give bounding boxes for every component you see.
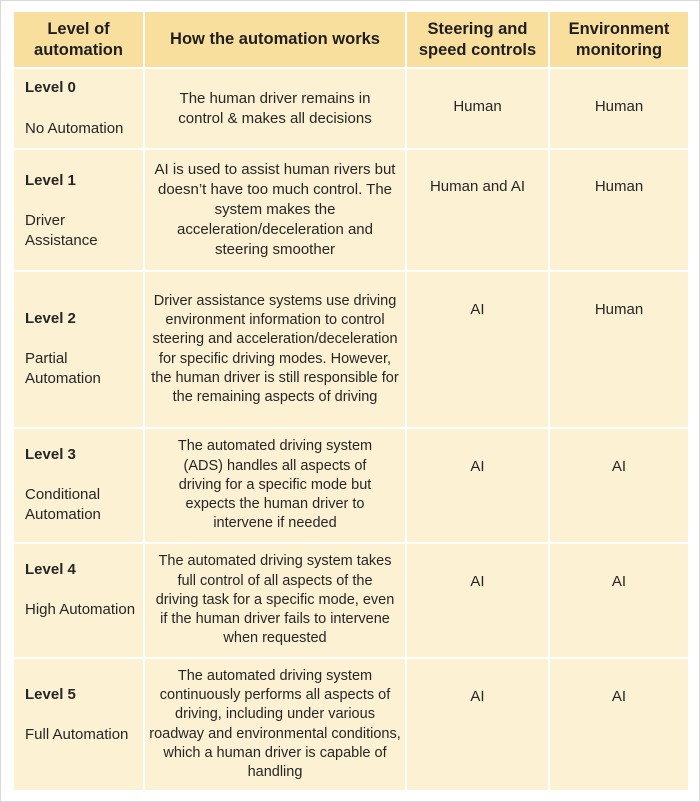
steering-value: AI <box>470 458 485 475</box>
level-number: Level 0 <box>25 79 76 96</box>
monitoring-cell <box>550 544 688 659</box>
monitoring-cell <box>550 659 688 790</box>
steering-cell <box>407 429 550 544</box>
level-cell <box>14 429 145 544</box>
monitoring-value: Human <box>594 178 644 195</box>
monitoring-cell <box>550 150 688 272</box>
header-how-it-works: How the automation works <box>145 12 407 69</box>
monitoring-value: AI <box>611 573 627 590</box>
steering-value: AI <box>470 301 485 318</box>
level-cell <box>14 272 145 429</box>
steering-cell <box>407 69 550 150</box>
steering-cell <box>407 659 550 790</box>
level-name: Driver Assistance <box>25 212 98 249</box>
level-number: Level 1 <box>25 172 76 189</box>
description-cell: AI is used to assist human rivers but doesn’t have too much control. The system makes the acceleration/deceleration and steering smoother <box>145 150 407 272</box>
level-name: Conditional Automation <box>25 486 101 523</box>
monitoring-value: Human <box>594 301 644 318</box>
automation-levels-table <box>14 12 688 790</box>
description-cell: The automated driving system takes full control of all aspects of the driving task for a specific mode, even if the human driver fails to intervene when requested <box>145 544 407 659</box>
description-cell: The automated driving system (ADS) handles all aspects of driving for a specific mode but expects the human driver to intervene if needed <box>145 429 407 544</box>
monitoring-value: AI <box>611 458 627 475</box>
level-number: Level 5 <box>25 686 76 703</box>
level-name: High Automation <box>25 601 136 618</box>
monitoring-cell <box>550 429 688 544</box>
header-level: Level of automation <box>14 12 145 69</box>
table-header <box>14 12 688 69</box>
steering-cell <box>407 544 550 659</box>
table-row <box>14 150 688 272</box>
steering-value: Human and AI <box>429 178 526 195</box>
table-row <box>14 272 688 429</box>
table-row <box>14 659 688 790</box>
level-cell <box>14 150 145 272</box>
steering-cell <box>407 150 550 272</box>
header-row <box>14 12 688 69</box>
level-number: Level 3 <box>25 446 76 463</box>
level-cell <box>14 659 145 790</box>
level-number: Level 2 <box>25 310 76 327</box>
level-cell <box>14 69 145 150</box>
header-steering-speed: Steering and speed controls <box>407 12 550 69</box>
steering-value: Human <box>453 98 502 115</box>
steering-cell <box>407 272 550 429</box>
steering-value: AI <box>470 573 485 590</box>
level-name: Partial Automation <box>25 350 101 387</box>
description-cell: The human driver remains in control & makes all decisions <box>145 69 407 150</box>
level-name: No Automation <box>25 120 124 137</box>
table-row <box>14 429 688 544</box>
level-name: Full Automation <box>25 726 129 743</box>
table-row <box>14 544 688 659</box>
monitoring-value: Human <box>594 98 644 115</box>
table-row <box>14 69 688 150</box>
level-cell <box>14 544 145 659</box>
header-environment-monitoring: Environment monitoring <box>550 12 688 69</box>
monitoring-cell <box>550 69 688 150</box>
description-cell: The automated driving system continuously performs all aspects of driving, including under various roadway and environmental conditions, which a human driver is capable of handling <box>145 659 407 790</box>
table-body <box>14 69 688 790</box>
level-number: Level 4 <box>25 561 76 578</box>
monitoring-value: AI <box>611 688 627 705</box>
description-cell: Driver assistance systems use driving environment information to control steering and acceleration/deceleration for specific driving modes. However, the human driver is still responsible for the remaining aspects of driving <box>145 272 407 429</box>
steering-value: AI <box>470 688 485 705</box>
monitoring-cell <box>550 272 688 429</box>
